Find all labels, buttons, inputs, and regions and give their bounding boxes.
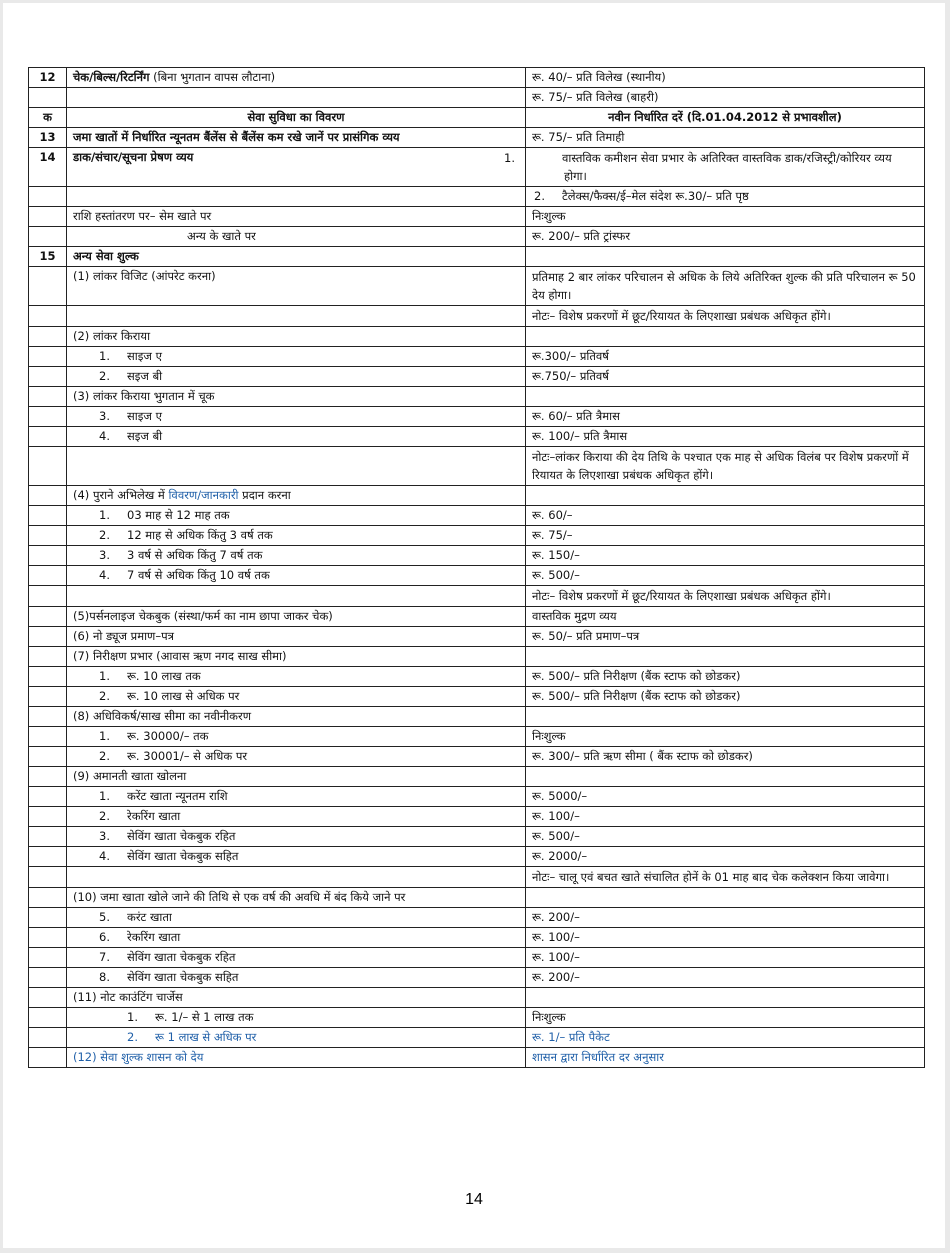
sub-item: 2. सइज बी [67, 367, 526, 387]
table-row [29, 1028, 925, 1048]
table-row [29, 727, 925, 747]
table-row [29, 227, 925, 247]
table-row [29, 128, 925, 148]
service-description: अन्य के खाते पर [67, 227, 526, 247]
sub-item: 1. 03 माह से 12 माह तक [67, 506, 526, 526]
table-row [29, 687, 925, 707]
service-description: (6) नो ड्यूज प्रमाण–पत्र [67, 627, 526, 647]
list-number: 5. [99, 910, 110, 924]
rate-cell: रू. 60/– प्रति त्रैमास [526, 407, 925, 427]
list-number: 2. [534, 189, 545, 203]
sub-item: 4. सइज बी [67, 427, 526, 447]
table-row [29, 867, 925, 888]
table-row [29, 667, 925, 687]
table-row [29, 988, 925, 1008]
table-row [29, 787, 925, 807]
table-header-row [29, 108, 925, 128]
table-row [29, 546, 925, 566]
sub-item: 3. सेविंग खाता चेकबुक रहित [67, 827, 526, 847]
list-number: 3. [99, 548, 110, 562]
sub-item: 2. 12 माह से अधिक किंतु 3 वर्ष तक [67, 526, 526, 546]
table-row [29, 267, 925, 306]
sub-item: 1. रू. 1/– से 1 लाख तक [67, 1008, 526, 1028]
sub-item: 1. रू. 10 लाख तक [67, 667, 526, 687]
list-number: 7. [99, 950, 110, 964]
note-cell: नोटः– विशेष प्रकरणों में छूट/रियायत के लिएशाखा प्रबंधक अधिकृत होंगे। [526, 306, 925, 327]
service-description: (1) लांकर विजिट (आंपरेट करना) [67, 267, 526, 306]
sub-item: 1. साइज ए [67, 347, 526, 367]
list-number: 2. [127, 1030, 138, 1044]
table-row [29, 928, 925, 948]
row-number: 15 [29, 247, 67, 267]
service-title: चेक/बिल्स/रिटर्निंग [73, 70, 150, 84]
rate-cell: रू. 200/– प्रति ट्रांस्फर [526, 227, 925, 247]
service-description: (7) निरीक्षण प्रभार (आवास ऋण नगद साख सीमा) [67, 647, 526, 667]
rate-cell: निःशुल्क [526, 207, 925, 227]
table-row [29, 747, 925, 767]
service-description: (5)पर्सनलाइज चेकबुक (संस्था/फर्म का नाम छापा जाकर चेक) [67, 607, 526, 627]
row-number: 12 [29, 68, 67, 88]
table-row [29, 767, 925, 787]
service-description: (11) नोट काउंटिंग चार्जेस [67, 988, 526, 1008]
list-number: 1. [99, 789, 110, 803]
table-row [29, 187, 925, 207]
list-number: 2. [99, 369, 110, 383]
service-subtitle: (बिना भुगतान वापस लौटाना) [149, 70, 276, 84]
rate-cell: रू. 500/– प्रति निरीक्षण (बैंक स्टाफ को छोडकर) [526, 667, 925, 687]
list-number: 6. [99, 930, 110, 944]
sub-item: 2. रू. 10 लाख से अधिक पर [67, 687, 526, 707]
rate-cell: रू. 100/– [526, 928, 925, 948]
service-charges-table [28, 67, 925, 1068]
rate-cell: रू. 500/– प्रति निरीक्षण (बैंक स्टाफ को छोडकर) [526, 687, 925, 707]
service-description: डाक/संचार/सूचना प्रेषण व्यय [67, 148, 526, 187]
table-row [29, 908, 925, 928]
list-number: 1. [127, 1010, 138, 1024]
row-number: 13 [29, 128, 67, 148]
sub-item: 7. सेविंग खाता चेकबुक रहित [67, 948, 526, 968]
rate-cell: रू. 60/– [526, 506, 925, 526]
note-cell: नोटः– चालू एवं बचत खाते संचालित होनें के 01 माह बाद चेक कलेक्शन किया जावेगा। [526, 867, 925, 888]
note-cell: नोटः–लांकर किराया की देय तिथि के पश्चात एक माह से अधिक विलंब पर विशेष प्रकरणों में रियायत के लिएशाखा प्रबंधक अधिकृत होंगे। [526, 447, 925, 486]
rate-cell: रू. 100/– [526, 948, 925, 968]
rate-cell: रू. 300/– प्रति ऋण सीमा ( बैंक स्टाफ को छोडकर) [526, 747, 925, 767]
sub-item: 2. रू. 30001/– से अधिक पर [67, 747, 526, 767]
rate-cell: रू. 500/– [526, 827, 925, 847]
table-row [29, 427, 925, 447]
header-rates: नवीन निर्धारित दरें (दि.01.04.2012 से प्रभावशील) [526, 108, 925, 128]
sub-item: 4. 7 वर्ष से अधिक किंतु 10 वर्ष तक [67, 566, 526, 586]
rate-cell: रू. 200/– [526, 968, 925, 988]
rate-cell: रू. 1/– प्रति पैकेट [526, 1028, 925, 1048]
table-row [29, 607, 925, 627]
list-number: 1. [504, 151, 515, 165]
rate-cell: निःशुल्क [526, 727, 925, 747]
sub-item: 5. करंट खाता [67, 908, 526, 928]
note-cell: नोटः– विशेष प्रकरणों में छूट/रियायत के लिएशाखा प्रबंधक अधिकृत होंगे। [526, 586, 925, 607]
service-description: (9) अमानती खाता खोलना [67, 767, 526, 787]
header-description: सेवा सुविधा का विवरण [67, 108, 526, 128]
table-row [29, 247, 925, 267]
table-row [29, 506, 925, 526]
sub-item: 2. रू 1 लाख से अधिक पर [67, 1028, 526, 1048]
list-number: 1. [99, 729, 110, 743]
table-row [29, 1008, 925, 1028]
rate-cell: रू. 75/– प्रति विलेख (बाहरी) [526, 88, 925, 108]
table-row [29, 407, 925, 427]
table-row [29, 387, 925, 407]
header-serial: क [29, 108, 67, 128]
table-row [29, 148, 925, 187]
table-row [29, 447, 925, 486]
table-row [29, 948, 925, 968]
list-number: 4. [99, 429, 110, 443]
rate-cell: वास्तविक मुद्रण व्यय [526, 607, 925, 627]
row-number: 14 [29, 148, 67, 187]
rate-cell: रू. 40/– प्रति विलेख (स्थानीय) [526, 68, 925, 88]
rate-cell: रू. 75/– प्रति तिमाही [526, 128, 925, 148]
list-number: 3. [99, 829, 110, 843]
table-row [29, 207, 925, 227]
service-description: अन्य सेवा शुल्क [67, 247, 526, 267]
sub-item: 2. रेकरिंग खाता [67, 807, 526, 827]
rate-cell: रू. 75/– [526, 526, 925, 546]
list-number: 4. [99, 849, 110, 863]
list-number: 3. [99, 409, 110, 423]
rate-cell: रू. 100/– [526, 807, 925, 827]
sub-item: 3. 3 वर्ष से अधिक किंतु 7 वर्ष तक [67, 546, 526, 566]
rate-cell: रू.300/– प्रतिवर्ष [526, 347, 925, 367]
table-row [29, 68, 925, 88]
table-row [29, 1048, 925, 1068]
table-row [29, 888, 925, 908]
rate-cell: निःशुल्क [526, 1008, 925, 1028]
rate-cell: 2. टैलेक्स/फैक्स/ई–मेल संदेश रू.30/– प्रति पृष्ठ [526, 187, 925, 207]
list-number: 4. [99, 568, 110, 582]
rate-cell: 1. वास्तविक कमीशन सेवा प्रभार के अतिरिक्त वास्तविक डाक/रजिस्ट्री/कोरियर व्यय होगा। [526, 148, 925, 187]
info-link[interactable]: विवरण/जानकारी [168, 488, 239, 502]
service-description: (4) पुराने अभिलेख में विवरण/जानकारी प्रदान करना [67, 486, 526, 506]
rate-cell: रू. 150/– [526, 546, 925, 566]
page-number: 14 [465, 1191, 483, 1208]
list-number: 1. [99, 508, 110, 522]
table-row [29, 968, 925, 988]
list-number: 1. [99, 349, 110, 363]
service-description: (3) लांकर किराया भुगतान में चूक [67, 387, 526, 407]
sub-item: 4. सेविंग खाता चेकबुक सहित [67, 847, 526, 867]
rate-cell: रू. 5000/– [526, 787, 925, 807]
rate-cell: रू. 200/– [526, 908, 925, 928]
service-description: (10) जमा खाता खोले जाने की तिथि से एक वर्ष की अवधि में बंद किये जाने पर [67, 888, 526, 908]
table-row [29, 526, 925, 546]
list-number: 8. [99, 970, 110, 984]
table-row [29, 586, 925, 607]
sub-item: 1. रू. 30000/– तक [67, 727, 526, 747]
rate-cell: रू. 500/– [526, 566, 925, 586]
service-description: (12) सेवा शुल्क शासन को देय [67, 1048, 526, 1068]
rate-cell: रू.750/– प्रतिवर्ष [526, 367, 925, 387]
rate-cell: प्रतिमाह 2 बार लांकर परिचालन से अधिक के लिये अतिरिक्त शुल्क की प्रति परिचालन रू 50 देय होगा। [526, 267, 925, 306]
rate-cell: रू. 100/– प्रति त्रैमास [526, 427, 925, 447]
list-number: 1. [99, 669, 110, 683]
rate-cell: शासन द्वारा निर्धारित दर अनुसार [526, 1048, 925, 1068]
service-description: राशि हस्तांतरण पर– सेम खाते पर [67, 207, 526, 227]
table-row [29, 707, 925, 727]
service-description: (8) अधिविकर्ष/साख सीमा का नवीनीकरण [67, 707, 526, 727]
list-number: 2. [99, 689, 110, 703]
rate-cell: रू. 50/– प्रति प्रमाण–पत्र [526, 627, 925, 647]
list-number: 2. [99, 528, 110, 542]
table-row [29, 847, 925, 867]
table-row [29, 327, 925, 347]
service-description [67, 68, 526, 88]
sub-item: 1. करेंट खाता न्यूनतम राशि [67, 787, 526, 807]
sub-item: 8. सेविंग खाता चेकबुक सहित [67, 968, 526, 988]
table-row [29, 347, 925, 367]
list-number: 2. [99, 749, 110, 763]
table-row [29, 647, 925, 667]
sub-item: 6. रेकरिंग खाता [67, 928, 526, 948]
table-row [29, 486, 925, 506]
sub-item: 3. साइज ए [67, 407, 526, 427]
table-row [29, 566, 925, 586]
table-row [29, 827, 925, 847]
table-row [29, 367, 925, 387]
document-page [3, 3, 945, 1248]
table-row [29, 88, 925, 108]
service-description: (2) लांकर किराया [67, 327, 526, 347]
rate-cell: रू. 2000/– [526, 847, 925, 867]
table-row [29, 306, 925, 327]
table-row [29, 627, 925, 647]
table-row [29, 807, 925, 827]
list-number: 2. [99, 809, 110, 823]
service-description: जमा खातों में निर्धारित न्यूनतम बैंलेंस से बैंलेंस कम रखे जानें पर प्रासंगिक व्यय [67, 128, 526, 148]
